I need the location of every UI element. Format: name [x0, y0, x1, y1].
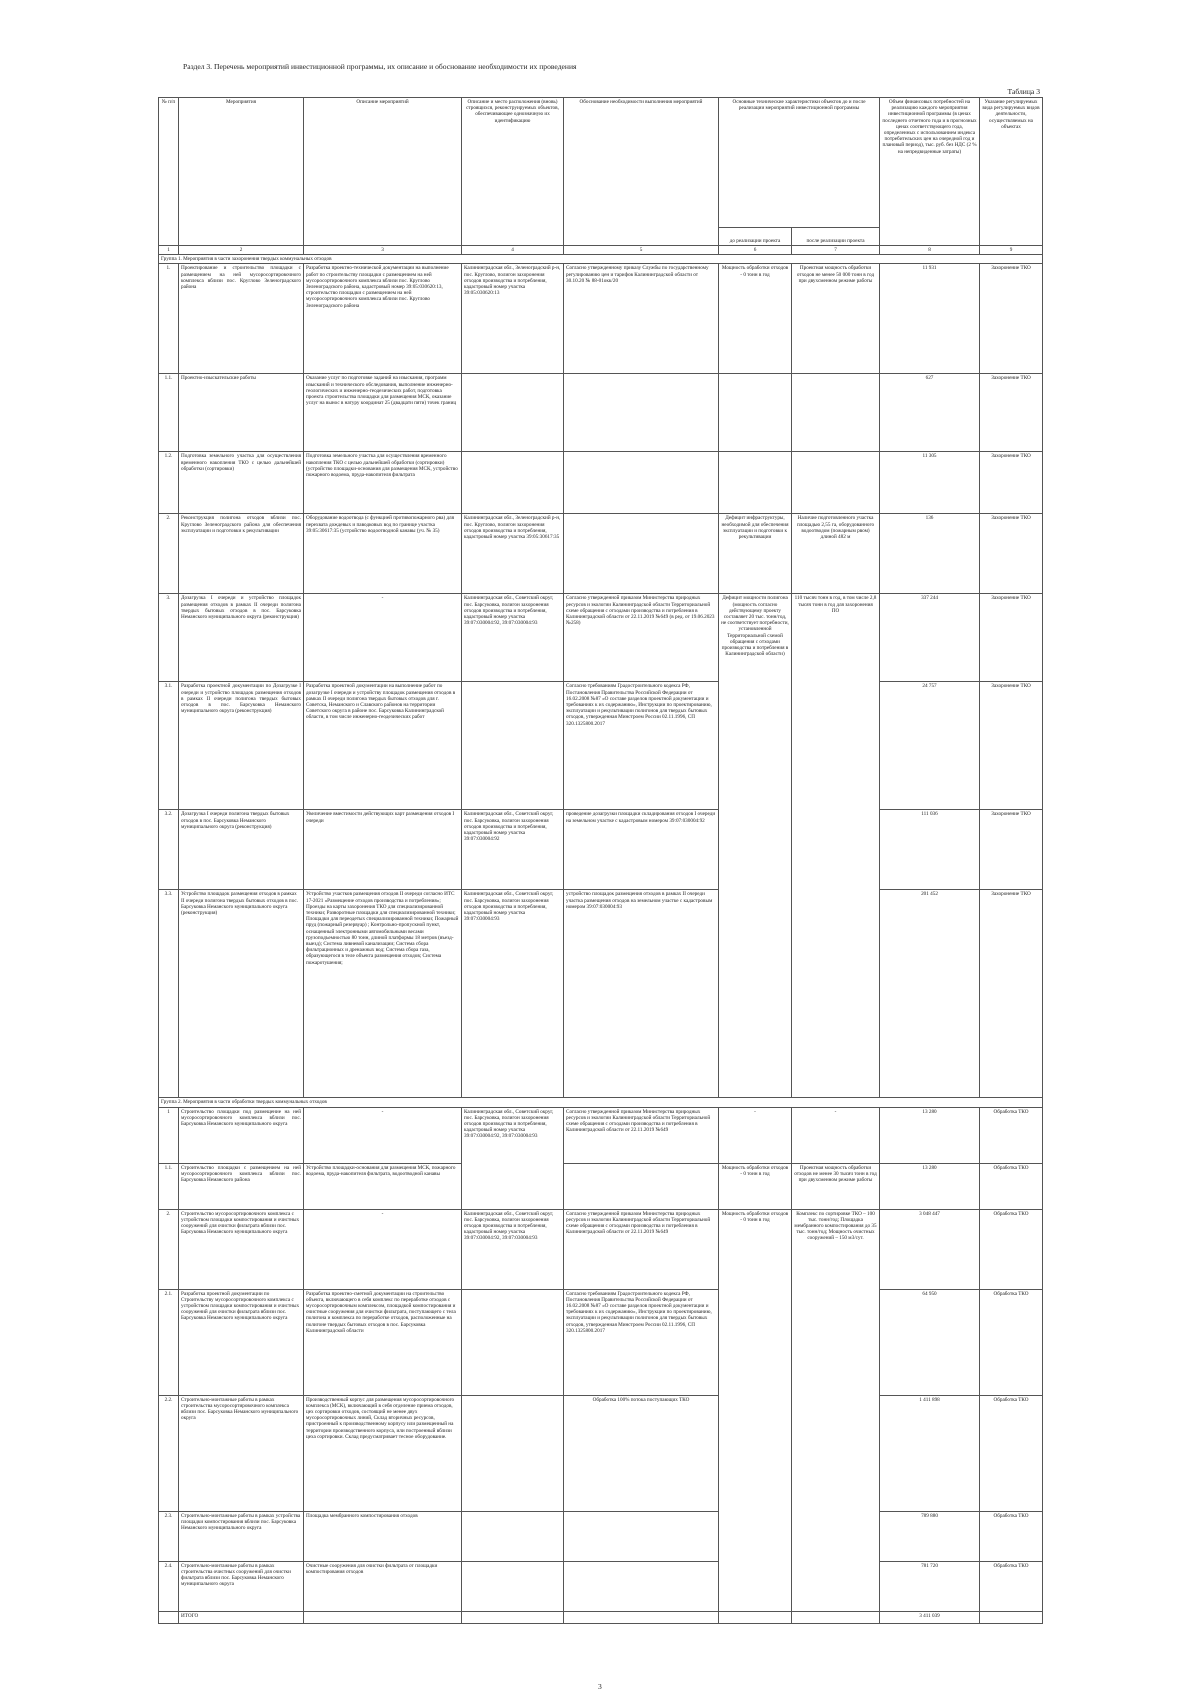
colnum-1: 1: [159, 246, 179, 255]
cell-num: 2.4.: [159, 1561, 179, 1611]
cell-sum: 201 452: [880, 890, 980, 1098]
cell-name: Проектирование и строительство площадки с размещением на ней мусоросортировочного комплекса вблизи пос. Круглово Зеленоградского района: [179, 264, 304, 374]
cell-num: 2.1.: [159, 1289, 179, 1395]
table-row: [159, 374, 1043, 452]
cell-reason: [564, 514, 719, 594]
table-row: [159, 594, 1043, 682]
cell-num: 2.3.: [159, 1511, 179, 1561]
colnum-6: 6: [719, 246, 792, 255]
cell-place: [462, 374, 564, 452]
total-row: [159, 1611, 1043, 1623]
cell-num: 1: [159, 1107, 179, 1163]
header-description: Описание мероприятий: [304, 98, 462, 246]
cell-name: Строительно-монтажные работы в рамках строительства очистных сооружений для очистки фильтрата вблизи пос. Барсуковка Неманского муниципального округа: [179, 1561, 304, 1611]
cell-sum: 64 950: [880, 1289, 980, 1395]
cell-kind: Обработка ТКО: [980, 1561, 1043, 1611]
table-row: [159, 682, 1043, 810]
cell-after: -: [792, 1107, 880, 1163]
header-activity-kind: Указание регулируемых вида регулируемых видов деятельности, осуществляемых на объектах: [980, 98, 1043, 246]
cell-num: 2.2.: [159, 1395, 179, 1511]
cell-desc: -: [304, 594, 462, 682]
cell-before: Дефицит инфраструктуры, необходимой для обеспечения эксплуатации и подготовки к рекультивации: [719, 514, 792, 594]
investment-program-table: [158, 97, 1043, 1624]
cell-place: Калининградская обл., Советский округ, пос. Барсуковка, полигон захоронения отходов производства и потребления, кадастровый номер участка 39:07:030004:92, 39:07:030004:93: [462, 1107, 564, 1209]
cell-name: Строительство мусоросортировочного комплекса с устройством площадки компостирования и очистных сооружений для очистки фильтрата вблизи пос. Барсуковка Неманского муниципального округа: [179, 1209, 304, 1289]
header-characteristics: Основные технические характеристики объектов до и после реализации мероприятий инвестиционной программы: [719, 98, 880, 228]
cell-kind: Захоронение ТКО: [980, 374, 1043, 452]
cell-reason: проведение дозагрузки площадки складирования отходов I очереди на земельном участке с кадастровым номером 39:07:030004:92: [564, 810, 719, 890]
cell-kind: Обработка ТКО: [980, 1289, 1043, 1395]
cell-place: Калининградская обл., Советский округ, пос. Барсуковка, полигон захоронения отходов производства и потребления, кадастровый номер участка 39:07:030004:93: [462, 890, 564, 1098]
cell-sum: 781 720: [880, 1561, 980, 1611]
cell-kind: [980, 1611, 1043, 1623]
cell-place: Калининградская обл., Советский округ, пос. Барсуковка, полигон захоронения отходов производства и потребления, кадастровый номер участка 39:07:030004:92: [462, 810, 564, 890]
cell-after: 110 тысяч тонн в год, в том числе 2,8 тысяч тонн в год для захоронения ПО: [792, 594, 880, 1098]
group-2-title: Группа 2. Мероприятия в части обработки твердых коммунальных отходов: [159, 1098, 1043, 1107]
total-sum: 3 411 039: [880, 1611, 980, 1623]
document-title: Раздел 3. Перечень мероприятий инвестиционной программы, их описание и обоснование необходимости их проведения: [183, 62, 577, 71]
header-num: № п/п: [159, 98, 179, 246]
cell-num: 1.1.: [159, 374, 179, 452]
cell-name: Строительство площадки под размещение на ней мусоросортировочного комплекса вблизи пос. Барсуковка Неманского муниципального округа: [179, 1107, 304, 1163]
cell-reason: [564, 452, 719, 514]
cell-after: [792, 1611, 880, 1623]
cell-reason: Согласно требованиям Градостроительного кодекса РФ, Постановления Правительства Российской Федерации от 16.02.2008 №87 «О составе разделов проектной документации и требованиях к их содержанию», Инструкции по проектированию, эксплуатации и рекультивации полигонов для твердых бытовых отходов, утвержденная Минстроем России 02.11.1996, СП 320.1325800.2017: [564, 682, 719, 810]
table-number: Таблица 3: [1007, 87, 1040, 96]
cell-desc: Очистные сооружения для очистки фильтрата от площадки компостирования отходов: [304, 1561, 462, 1611]
table-row: [159, 1395, 1043, 1511]
cell-after: Комплекс по сортировке ТКО – 100 тыс. тонн/год; Площадка мембранного компостирования до 35 тыс. тонн/год; Мощность очистных сооружений – 150 м3/сут.: [792, 1209, 880, 1611]
colnum-5: 5: [564, 246, 719, 255]
cell-num: [159, 1611, 179, 1623]
table-row: [159, 1107, 1043, 1163]
group-row: [159, 1098, 1043, 1107]
cell-name: Строительство площадки с размещением на ней мусоросортировочного комплекса вблизи пос. Барсуковка Неманского района: [179, 1163, 304, 1209]
cell-sum: 1 411 898: [880, 1395, 980, 1511]
cell-before: [719, 374, 792, 452]
cell-num: 3.2.: [159, 810, 179, 890]
cell-after: Проектная мощность обработки отходов не менее 30 тысяч тонн в год при двухсменном режиме работы: [792, 1163, 880, 1209]
header-after: после реализации проекта: [792, 228, 880, 246]
cell-place: Калининградская обл., Советский округ, пос. Барсуковка, полигон захоронения отходов производства и потребления, кадастровый номер участка 39:07:030004:92, 39:07:030004:93: [462, 594, 564, 682]
cell-place: [462, 452, 564, 514]
cell-num: 3.3.: [159, 890, 179, 1098]
cell-place: [462, 1289, 564, 1395]
cell-reason: [564, 1511, 719, 1561]
cell-sum: 13 280: [880, 1163, 980, 1209]
cell-place: Калининградская обл., Советский округ, пос. Барсуковка, полигон захоронения отходов производства и потребления, кадастровый номер участка 39:07:030004:92, 39:07:030004:93: [462, 1209, 564, 1289]
cell-reason: Согласно утвержденной приказом Министерства природных ресурсов и экологии Калининградской области Территориальной схеме обращения с отходами производства и потребления в Калининградской области от 22.11.2019 №649: [564, 1107, 719, 1163]
cell-name: Проектно-изыскательские работы: [179, 374, 304, 452]
cell-place: Калининградская обл., Зеленоградский р-н, пос. Круглово, полигон захоронения отходов производства и потребления, кадастровый номер участка 39:05:030620:13: [462, 264, 564, 374]
cell-reason: Согласно утвержденной приказом Министерства природных ресурсов и экологии Калининградской области Территориальной схеме обращения с отходами производства и потребления в Калининградской области от 22.11.2019 №649 (в ред. от 19.06.2023 №258): [564, 594, 719, 682]
cell-reason: Согласно утвержденному приказу Службы по государственному регулированию цен и тарифов Калининградской области от 30.10.20 № 88-01окк/20: [564, 264, 719, 374]
cell-sum: 789 880: [880, 1511, 980, 1561]
cell-place: [462, 682, 564, 810]
cell-name: Дозагрузка I очереди полигона твердых бытовых отходов в пос. Барсуковка Неманского муниципального округа (реконструкция): [179, 810, 304, 890]
cell-before: -: [719, 1107, 792, 1163]
cell-place: [462, 1561, 564, 1611]
cell-before: Дефицит мощности полигона (мощность согласно действующему проекту составляет 20 тыс. тонн/год, не соответствует потребности, установленной Территориальной схемой обращения с отходами производства и потребления в Калининградской области): [719, 594, 792, 1098]
cell-reason: Согласно требованиям Градостроительного кодекса РФ, Постановления Правительства Российской Федерации от 16.02.2008 №87 «О составе разделов проектной документации и требованиях к их содержанию», Инструкции по проектированию, эксплуатации и рекультивации полигонов для твердых бытовых отходов, утвержденная Минстроем России 02.11.1996, СП 320.1325800.2017: [564, 1289, 719, 1395]
table-row: [159, 264, 1043, 374]
cell-kind: Захоронение ТКО: [980, 514, 1043, 594]
cell-name: Строительно-монтажные работы в рамках строительства мусоросортировочного комплекса вблизи пос. Барсуковка Неманского муниципального округа: [179, 1395, 304, 1511]
table-row: [159, 810, 1043, 890]
cell-kind: Захоронение ТКО: [980, 452, 1043, 514]
cell-num: 1.1.: [159, 1163, 179, 1209]
table-row: [159, 1163, 1043, 1209]
cell-kind: Захоронение ТКО: [980, 810, 1043, 890]
cell-num: 3.: [159, 594, 179, 682]
cell-desc: Подготовка земельного участка для осуществления временного накопления ТКО с целью дальнейшей обработки (сортировки) (устройство площадки-основания для размещения МСК, устройство пожарного водоема, пруда-накопителя фильтрата: [304, 452, 462, 514]
column-number-row: [159, 246, 1043, 255]
cell-num: 2.: [159, 514, 179, 594]
cell-before: [719, 452, 792, 514]
cell-num: 1.2.: [159, 452, 179, 514]
cell-name: Дозагрузка I очереди и устройство площадок размещения отходов в рамках II очереди полигона твердых бытовых отходов в пос. Барсуковка Неманского муниципального округа (реконструкция): [179, 594, 304, 682]
cell-desc: [304, 1611, 462, 1623]
cell-desc: Оказание услуг по подготовке заданий на изыскания, программ изысканий и технического обследования, выполнение инженерно-геологических и инженерно-геодезических работ, подготовка проекта строительства площадки для размещения МСК, оказание услуг на вынос в натуру координат 25 (двадцати пяти) точек границ: [304, 374, 462, 452]
cell-name: Разработка проектной документации по Строительству мусоросортировочного комплекса с устройством площадки компостирования и очистных сооружений для очистки фильтрата вблизи пос. Барсуковка Неманского муниципального округа: [179, 1289, 304, 1395]
cell-sum: 24 757: [880, 682, 980, 810]
header-activity: Мероприятия: [179, 98, 304, 246]
cell-name: Подготовка земельного участка для осуществления временного накопления ТКО с целью дальнейшей обработки (сортировки): [179, 452, 304, 514]
cell-reason: [564, 1163, 719, 1209]
table-row: [159, 452, 1043, 514]
cell-before: [719, 1611, 792, 1623]
cell-before: Мощность обработки отходов - 0 тонн в год: [719, 264, 792, 374]
cell-kind: Захоронение ТКО: [980, 890, 1043, 1098]
header-before: до реализации проекта: [719, 228, 792, 246]
cell-kind: Захоронение ТКО: [980, 264, 1043, 374]
colnum-7: 7: [792, 246, 880, 255]
cell-desc: -: [304, 1107, 462, 1163]
cell-desc: Производственный корпус для размещения мусоросортировочного комплекса (МСК), включающий в себя отделение приема отходов, цех сортировки отходов, состоящий не менее двух мусоросортировочных линий, Склад вторичных ресурсов, пристроенный к производственному корпусу или размещенный на территории производственного корпуса, или построенный вблизи цеха сортировки. Склад предусматривает тесное оборудование.: [304, 1395, 462, 1511]
cell-desc: -: [304, 1209, 462, 1289]
cell-after: Наличие подготовленного участка площадью 2,55 га, оборудованного водоотводом (пожарным рвом) длиной 482 м: [792, 514, 880, 594]
header-location: Описание и место расположения (вновь) строящихся, реконструируемых объектов, обеспечивающее однозначную их идентификацию: [462, 98, 564, 246]
cell-reason: [564, 1561, 719, 1611]
cell-desc: Устройство участков размещения отходов II очереди согласно ИТС 17-2021 «Размещение отходов производства и потребления»; Проезды на карты захоронения ТКО для специализированной техники; Разворотные площадки для специализированной техники; Площадки для переодетых специализированной техники; Пожарный пруд (пожарный резервуар) ; Контрольно-пропускной пункт, оснащенный электронными автомобильными весами грузоподъемностью 80 тонн, длиной платформы 18 метров (въезд-выезд); Система ливневой канализации; Система сбора фильтрационных и дренажных вод; Система сбора газа, образующегося в теле объекта размещения отходов; Система пожаротушения;: [304, 890, 462, 1098]
cell-reason: Обработка 100% потока поступающих ТКО: [564, 1395, 719, 1511]
cell-desc: Разработка проектно-технической документации на выполнение работ по строительству площадки с размещением на ней мусоросортировочного комплекса вблизи пос. Круглово Зеленоградского района, кадастровый номер 39:05:030620:13, строительство площадки с размещением на ней мусоросортировочного комплекса вблизи пос. Круглово Зеленоградского района: [304, 264, 462, 374]
cell-sum: 11 931: [880, 264, 980, 374]
header-funding: Объем финансовых потребностей на реализацию каждого мероприятия инвестиционной программы (в ценах последнего отчетного года и в прогнозных ценах соответствующего года, определенных с использованием индекса потребительских цен на очередной год и плановый период), тыс. руб. без НДС (2 % на непредвиденные затраты): [880, 98, 980, 246]
cell-desc: Оборудование водоотвода (с функцией противопожарного рва) для перехвата дождевых и паводковых вод по границе участка 39:05:30617:35 (устройство водоотводной канавы (уч. № 35): [304, 514, 462, 594]
cell-kind: Обработка ТКО: [980, 1209, 1043, 1289]
cell-sum: 13 280: [880, 1107, 980, 1163]
cell-kind: Захоронение ТКО: [980, 594, 1043, 682]
cell-num: 1.: [159, 264, 179, 374]
cell-before: Мощность обработки отходов - 0 тонн в год: [719, 1209, 792, 1611]
cell-sum: 627: [880, 374, 980, 452]
cell-sum: 111 036: [880, 810, 980, 890]
total-label: ИТОГО: [179, 1611, 304, 1623]
cell-place: [462, 1395, 564, 1511]
cell-name: Устройство площадок размещения отходов в рамках II очереди полигона твердых бытовых отходов в пос. Барсуковка Неманского муниципального округа (реконструкция): [179, 890, 304, 1098]
table-row: [159, 1561, 1043, 1611]
cell-place: Калининградская обл., Зеленоградский р-н, пос. Круглово, полигон захоронения отходов производства и потребления, кадастровый номер участка 39:05:30617:35: [462, 514, 564, 594]
cell-sum: 337 244: [880, 594, 980, 682]
cell-kind: Обработка ТКО: [980, 1107, 1043, 1163]
cell-kind: Обработка ТКО: [980, 1163, 1043, 1209]
colnum-4: 4: [462, 246, 564, 255]
cell-place: [462, 1511, 564, 1561]
header-row: [159, 98, 1043, 228]
colnum-8: 8: [880, 246, 980, 255]
cell-desc: Разработка проектно-сметной документации на строительство объекта, включающего в себя комплекс по переработке отходов с мусоросортировочным комплексом, площадкой компостирования и очистные сооружения для очистки фильтрата, поступающего с тела полигона и комплекса по переработке отходов, расположенные на полигоне твердых бытовых отходов в пос. Барсуковка Калининградской области: [304, 1289, 462, 1395]
cell-desc: Устройство площадки-основания для размещения МСК, пожарного водоема, пруда-накопителя фильтрата, водоотводной канавы: [304, 1163, 462, 1209]
cell-reason: [564, 374, 719, 452]
cell-kind: Обработка ТКО: [980, 1395, 1043, 1511]
cell-kind: Обработка ТКО: [980, 1511, 1043, 1561]
cell-sum: 11 305: [880, 452, 980, 514]
table-row: [159, 1209, 1043, 1289]
cell-after: [792, 374, 880, 452]
cell-reason: [564, 1611, 719, 1623]
page-number: 3: [598, 1682, 602, 1691]
cell-kind: Захоронение ТКО: [980, 682, 1043, 810]
cell-sum: 136: [880, 514, 980, 594]
table-row: [159, 1289, 1043, 1395]
cell-num: 3.1.: [159, 682, 179, 810]
cell-reason: устройство площадок размещения отходов в рамках II очереди участка размещения отходов на земельном участке с кадастровым номером 39:07:030004:93: [564, 890, 719, 1098]
colnum-9: 9: [980, 246, 1043, 255]
cell-place: [462, 1611, 564, 1623]
cell-sum: 3 048 447: [880, 1209, 980, 1289]
table-row: [159, 514, 1043, 594]
cell-before: Мощность обработки отходов - 0 тонн в год: [719, 1163, 792, 1209]
cell-name: Строительно-монтажные работы в рамках устройства площадки компостирования вблизи пос. Барсуковка Неманского муниципального округа: [179, 1511, 304, 1561]
cell-name: Реконструкция полигона отходов вблизи пос. Круглово Зеленоградского района для обеспечения эксплуатации и подготовки к рекультивации: [179, 514, 304, 594]
cell-num: 2.: [159, 1209, 179, 1289]
colnum-3: 3: [304, 246, 462, 255]
colnum-2: 2: [179, 246, 304, 255]
cell-desc: Разработка проектной документации на выполнение работ по дозагрузке I очереди и устройству площадок размещения отходов в рамках II очереди полигона твердых бытовых отходов для г. Советска, Неманского и Славского районов на территории Советского округа в районе пос. Барсуковка Калининградской области, в том числе инженерно-геодезических работ: [304, 682, 462, 810]
cell-after: Проектная мощность обработки отходов не менее 50 000 тонн в год при двухсменном режиме работы: [792, 264, 880, 374]
cell-name: Разработка проектной документации по Дозагрузке I очереди и устройство площадок размещения отходов в рамках II очереди полигона твердых бытовых отходов в пос. Барсуковка Неманского муниципального округа (реконструкция): [179, 682, 304, 810]
cell-reason: Согласно утвержденной приказом Министерства природных ресурсов и экологии Калининградской области Территориальной схеме обращения с отходами производства и потребления в Калининградской области от 22.11.2019 №649: [564, 1209, 719, 1289]
group-row: [159, 255, 1043, 264]
group-1-title: Группа 1. Мероприятия в части захоронения твердых коммунальных отходов: [159, 255, 1043, 264]
header-justification: Обоснование необходимости выполнения мероприятий: [564, 98, 719, 246]
cell-desc: Увеличение вместимости действующих карт размещения отходов I очереди: [304, 810, 462, 890]
cell-desc: Площадка мембранного компостирования отходов: [304, 1511, 462, 1561]
table-row: [159, 890, 1043, 1098]
table-row: [159, 1511, 1043, 1561]
cell-after: [792, 452, 880, 514]
